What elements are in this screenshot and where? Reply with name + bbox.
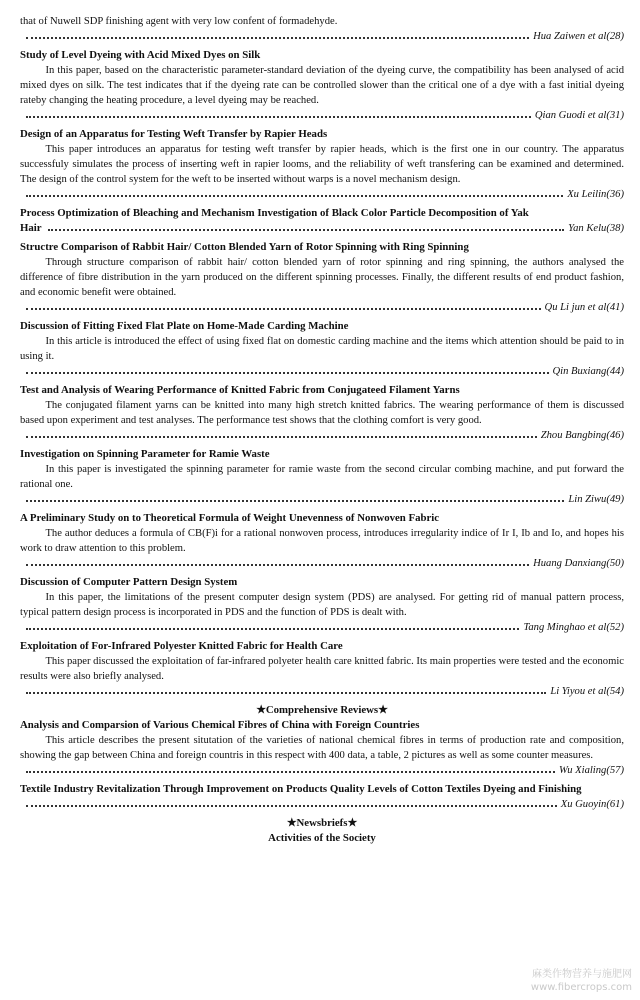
article-title: Investigation on Spinning Parameter for Ramie Waste [20, 448, 270, 460]
article-byline [20, 187, 624, 202]
author-page: Tang Minghao et al(52) [523, 622, 624, 633]
article-title: Design of an Apparatus for Testing Weft Transfer by Rapier Heads [20, 128, 328, 140]
leader-dots [26, 500, 564, 502]
section-subheading: Activities of the Society [268, 832, 376, 844]
section-heading-newsbriefs: ★Newsbriefs★ [286, 817, 358, 829]
article-entry [20, 447, 624, 507]
article-byline [20, 620, 624, 635]
article-entry [20, 639, 624, 699]
article-abstract: This paper introduces an apparatus for testing weft transfer by rapier heads, which is the first one in our country. The apparatus successfuly simulates the process of inserting weft in rapier looms, and the reliability of weft transfering can be examined and determined. The design of the control system for the weft to be inserted without warps is a novel mechanism design. [20, 144, 624, 185]
article-entry [20, 48, 624, 123]
leader-dots [26, 771, 555, 773]
author-page: Yan Kelu(38) [568, 223, 624, 234]
article-entry [20, 718, 624, 778]
article-entry [20, 240, 624, 315]
article-abstract: The author deduces a formula of CB(F)i for a rational nonwoven process, introduces irregularity indice of Ir I, Ib and Io, and hopes his work to draw attention to this problem. [20, 528, 624, 554]
article-entry [20, 575, 624, 635]
article-title: Test and Analysis of Wearing Performance of Knitted Fabric from Conjugateed Filament Yarns [20, 384, 460, 396]
intro-text: that of Nuwell SDP finishing agent with very low confent of formadehyde. [20, 16, 338, 27]
leader-dots [26, 436, 537, 438]
article-title: Process Optimization of Bleaching and Mechanism Investigation of Black Color Particle Decomposition of Yak [20, 207, 529, 219]
article-byline [20, 797, 624, 812]
article-byline [20, 492, 624, 507]
article-abstract: This article describes the present situtation of the varieties of national chemical fibres in terms of production rate and composition, showing the gap between China and foreign countris in this respect with 400 data, a table, 2 pictures as well as some counter measures. [20, 735, 624, 761]
author-page: Lin Ziwu(49) [568, 494, 624, 505]
article-abstract: In this paper, the limitations of the present computer design system (PDS) are analysed. For getting rid of manual pattern process, typical pattern design process is incorporated in PDS and the function of PDS is dealt with. [20, 592, 624, 618]
article-abstract: Through structure comparison of rabbit hair/ cotton blended yarn of rotor spinning and ring spinning, the authors analysed the difference of fibre distribution in the yarn produced on the different spinning processes. Finally, the different results of end product fashion, and economic benefit were obtained. [20, 257, 624, 298]
leader-dots [26, 372, 549, 374]
leader-dots [26, 564, 529, 566]
article-title: Discussion of Computer Pattern Design System [20, 576, 238, 588]
article-title: Analysis and Comparsion of Various Chemical Fibres of China with Foreign Countries [20, 719, 420, 731]
author-page: Qian Guodi et al(31) [534, 110, 624, 121]
article-byline [20, 556, 624, 571]
article-byline [20, 684, 624, 699]
author-page: Zhou Bangbing(46) [540, 430, 624, 441]
article-entry [20, 782, 624, 812]
leader-dots [26, 116, 531, 118]
article-byline [20, 763, 624, 778]
author-page: Qin Buxiang(44) [552, 366, 624, 377]
article-title: Structre Comparison of Rabbit Hair/ Cotton Blended Yarn of Rotor Spinning with Ring Spinning [20, 241, 469, 253]
article-entry [20, 206, 624, 236]
author-page: Qu Li jun et al(41) [544, 302, 624, 313]
article-abstract: In this paper, based on the characteristic parameter-standard deviation of the dyeing curve, the compatibility has been analysed of acid mixed dyes on silk. The test indicates that if the dyeing rate can be controlled slower than the critical one of a dye with a fast initial dyeing rateby changing the heating procedure, a level dyeing may be reached. [20, 65, 624, 106]
article-title: Exploitation of For-Infrared Polyester Knitted Fabric for Health Care [20, 640, 343, 652]
leader-dots [26, 692, 546, 694]
article-title: Discussion of Fitting Fixed Flat Plate on Home-Made Carding Machine [20, 320, 349, 332]
journal-contents-page [20, 14, 624, 846]
article-entry [20, 511, 624, 571]
watermark-url: www.fibercrops.com [530, 982, 632, 993]
author-page: Hua Zaiwen et al(28) [533, 31, 624, 42]
leader-dots [26, 805, 557, 807]
author-page: Li Yiyou et al(54) [550, 686, 624, 697]
article-title-end: Hair [20, 222, 42, 234]
article-entry [20, 319, 624, 379]
watermark-line: 麻类作物营养与施肥网 [532, 969, 632, 980]
intro-byline [20, 29, 624, 44]
article-abstract: In this paper is investigated the spinning parameter for ramie waste from the second circular combing machine, and put forward the rational one. [20, 464, 624, 490]
article-entry [20, 383, 624, 443]
author-page: Xu Leilin(36) [567, 189, 624, 200]
leader-dots [48, 229, 565, 231]
article-title: Textile Industry Revitalization Through Improvement on Products Quality Levels of Cotton Textiles Dyeing and Finishing [20, 783, 582, 795]
article-abstract: In this article is introduced the effect of using fixed flat on domestic carding machine and the items which attention should be paid to in using it. [20, 336, 624, 362]
author-page: Huang Danxiang(50) [533, 558, 624, 569]
article-byline [20, 108, 624, 123]
article-byline [20, 428, 624, 443]
leader-dots [26, 628, 519, 630]
section-heading-reviews: ★Comprehensive Reviews★ [256, 704, 388, 716]
article-title: Study of Level Dyeing with Acid Mixed Dyes on Silk [20, 49, 261, 61]
article-abstract: This paper discussed the exploitation of far-infrared polyeter health care knitted fabric. Its main properties were tested and the economic results were also briefly analysed. [20, 656, 624, 682]
article-title: A Preliminary Study on to Theoretical Formula of Weight Unevenness of Nonwoven Fabric [20, 512, 440, 524]
article-entry [20, 127, 624, 202]
author-page: Wu Xialing(57) [558, 765, 624, 776]
leader-dots [26, 195, 563, 197]
leader-dots [26, 37, 529, 39]
article-byline [20, 364, 624, 379]
article-byline [20, 221, 624, 236]
article-byline [20, 300, 624, 315]
author-page: Xu Guoyin(61) [560, 799, 624, 810]
article-abstract: The conjugated filament yarns can be knitted into many high stretch knitted fabrics. The wearing performance of them is discussed based upon experiment and test analyses. The performance test shows that the clothing comfort is very good. [20, 400, 624, 426]
site-watermark [531, 968, 632, 994]
leader-dots [26, 308, 541, 310]
